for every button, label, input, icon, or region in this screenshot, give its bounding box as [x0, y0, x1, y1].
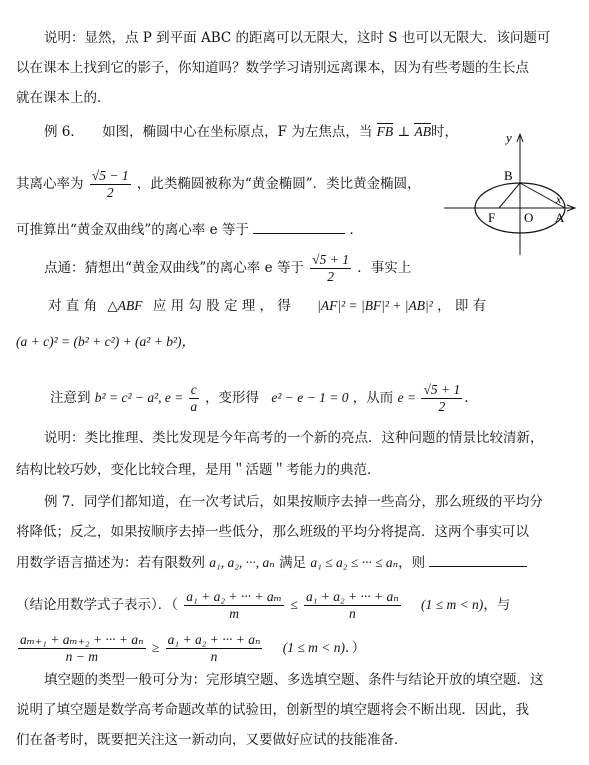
- sequence-condition: a₁ ≤ a₂ ≤ ··· ≤ aₙ: [310, 555, 399, 570]
- question-text: 可推算出“黄金双曲线”的离心率 e 等于: [16, 222, 249, 238]
- example6-line2: [16, 168, 421, 201]
- para2-line2: 结构比较巧妙，变化比较合理，是用＂活题＂考能力的典范．: [16, 462, 381, 478]
- example6-question: [16, 220, 363, 240]
- para3-line2: 说明了填空题是数学高考命题改革的试验田，创新型的填空题将会不断出现．因此，我: [16, 702, 529, 718]
- example7-line4-a: （结论用数学式子表示）．（: [16, 597, 178, 613]
- hint-fraction: [310, 252, 351, 285]
- derivation-b: ，变形得: [205, 390, 260, 406]
- derivation-eq2: e² − e − 1 = 0: [271, 390, 349, 405]
- example6-label: 例 6．: [44, 124, 84, 140]
- pythagoras-b: 应 用 勾 股 定 理 ， 得: [152, 298, 291, 314]
- hint-denominator: 2: [327, 269, 334, 284]
- example7-line5-end: ．）: [345, 640, 366, 656]
- example7-line2: 将降低；反之，如果按顺序去掉一些低分，那么班级的平均分将提高．这两个事实可以: [16, 524, 529, 540]
- ecc-suffix: ，此类椭圆被称为“黄金椭圆”．类比黄金椭圆，: [136, 176, 421, 192]
- range-condition-2: (1 ≤ m < n): [282, 640, 346, 655]
- answer-fraction: [421, 382, 462, 415]
- ce-denominator: a: [190, 399, 198, 414]
- example7-line3: [16, 553, 527, 573]
- answer-blank-1: [253, 233, 345, 234]
- answer-denominator: 2: [438, 399, 446, 414]
- para1-line2: 以在课本上找到它的影子，你知道吗？数学学习请别远离课本，因为有些考题的生长点: [16, 60, 529, 76]
- sequence-terms: a₁, a₂, ···, aₙ: [209, 555, 275, 570]
- perp-symbol: ⊥: [397, 124, 411, 140]
- mean-all-denominator: n: [210, 649, 218, 664]
- derivation-eq1: b² = c² − a², e =: [94, 390, 187, 405]
- point-b-label: B: [504, 168, 513, 183]
- derivation-line: [50, 382, 469, 415]
- derivation-a: 注意到: [50, 390, 91, 406]
- mean-m-denominator: m: [229, 606, 239, 621]
- answer-numerator: √5 + 1: [423, 382, 461, 397]
- vector-fb: FB: [376, 124, 394, 139]
- para3-line1: 填空题的类型一般可分为：完形填空题、多选填空题、条件与结论开放的填空题．这: [44, 672, 544, 688]
- hint-suffix: ．事实上: [357, 260, 412, 276]
- ge-symbol: ≥: [151, 640, 160, 655]
- example7-line1: 例 7．同学们都知道，在一次考试后，如果按顺序去掉一些高分，那么班级的平均分: [44, 494, 543, 510]
- hint-numerator: √5 + 1: [312, 252, 349, 267]
- pythagoras-c: ， 即 有: [437, 298, 487, 314]
- mean-all-numerator: a₁ + a₂ + ··· + aₙ: [167, 632, 261, 647]
- ecc-fraction: [90, 168, 131, 201]
- ce-numerator: c: [190, 382, 197, 397]
- mean-m-numerator: a₁ + a₂ + ··· + aₘ: [186, 589, 282, 604]
- mean-all-fraction: [166, 632, 263, 665]
- example7-line3-a: 用数学语言描述为：若有限数列: [16, 555, 205, 571]
- point-a-label: A: [555, 210, 565, 225]
- example7-line5: [16, 632, 365, 665]
- example6-text-b: 时，: [430, 124, 458, 140]
- ecc-prefix: 其离心率为: [16, 176, 84, 192]
- expanded-equation: (a + c)² = (b² + c²) + (a² + b²)，: [16, 334, 195, 349]
- point-f-label: F: [488, 210, 496, 225]
- example6-text-a: 如图，椭圆中心在坐标原点，F 为左焦点，当: [102, 124, 373, 140]
- derivation-end: .: [464, 390, 469, 406]
- ellipse-figure: [440, 130, 578, 260]
- mean-n-fraction: [304, 589, 401, 622]
- mean-tail-denominator: n − m: [65, 649, 98, 664]
- point-o-label: O: [524, 210, 534, 225]
- mean-m-fraction: [184, 589, 284, 622]
- ecc-numerator: √5 − 1: [91, 168, 129, 183]
- para2-line1: 说明：类比推理、类比发现是今年高考的一个新的亮点．这种问题的情景比较清新，: [44, 430, 544, 446]
- mean-tail-numerator: aₘ₊₁ + aₘ₊₂ + ··· + aₙ: [20, 632, 144, 647]
- pythagoras-a: 对 直 角: [48, 298, 98, 314]
- triangle-abf: △ABF: [107, 298, 143, 313]
- derivation-eq3: e =: [397, 390, 420, 405]
- ecc-denominator: 2: [106, 185, 114, 200]
- pythagoras-equation: |AF|² = |BF|² + |AB|²: [317, 298, 433, 313]
- para1-line3: 就在课本上的．: [16, 90, 111, 106]
- example7-line3-c: ，则: [398, 555, 426, 571]
- answer-blank-2: [429, 566, 527, 567]
- le-symbol: ≤: [290, 597, 298, 612]
- derivation-c: ，从而: [352, 390, 394, 406]
- example6-line1: [44, 122, 458, 142]
- range-condition-1: (1 ≤ m < n): [421, 597, 484, 612]
- question-end: ．: [349, 222, 363, 238]
- example7-line4: [16, 589, 510, 622]
- para3-line3: 们在备考时，既要把关注这一新动向，又要做好应试的技能准备．: [16, 732, 408, 748]
- vector-ab: AB: [414, 124, 431, 139]
- para1-line1: 说明：显然，点 P 到平面 ABC 的距离可以无限大，这时 S 也可以无限大．该问题可: [44, 30, 551, 46]
- mean-n-denominator: n: [348, 606, 356, 621]
- example7-line4-b: ，与: [483, 597, 511, 613]
- mean-tail-fraction: [18, 632, 146, 665]
- hint-prefix: 点通：猜想出“黄金双曲线”的离心率 e 等于: [44, 260, 304, 276]
- example7-line3-b: 满足: [279, 555, 307, 571]
- hint-line: [44, 252, 411, 285]
- x-label: x: [556, 192, 562, 206]
- segment-fb: [499, 183, 520, 208]
- ce-fraction: [189, 382, 199, 415]
- mean-n-numerator: a₁ + a₂ + ··· + aₙ: [305, 589, 399, 604]
- y-label: y: [506, 130, 512, 145]
- pythagoras-line: [48, 296, 486, 316]
